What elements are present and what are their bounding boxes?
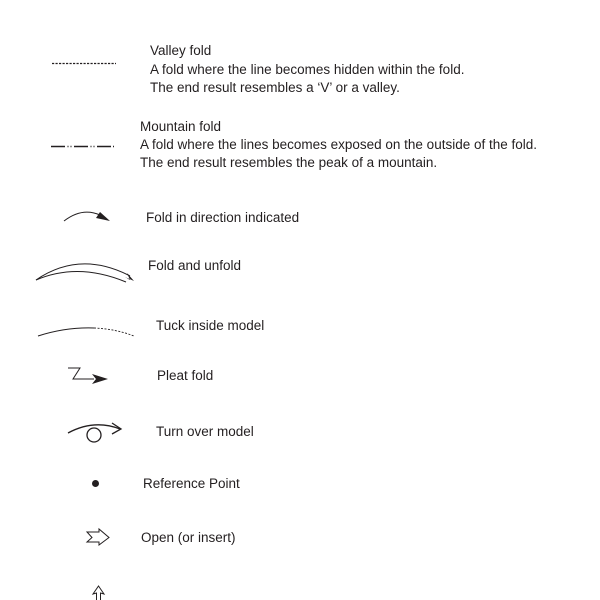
fold-unfold-label: Fold and unfold [148,258,242,273]
dash-dot-dot-line-icon [51,145,115,149]
valley-fold-description-2: The end result resembles a ‘V’ or a valley. [150,80,400,95]
hollow-arrow-icon [86,530,112,546]
dot-icon [91,479,101,489]
double-curved-arrow-icon [34,258,140,286]
pleat-z-arrow-icon [64,366,112,386]
tuck-label: Tuck inside model [156,318,265,333]
turn-over-icon [66,421,126,445]
dashed-line-icon [52,62,116,66]
mountain-fold-title: Mountain fold [140,119,222,134]
fold-direction-label: Fold in direction indicated [146,210,300,225]
turn-over-label: Turn over model [156,424,254,439]
pleat-label: Pleat fold [157,368,214,383]
tuck-arc-icon [36,320,138,340]
curved-arrow-icon [60,205,115,227]
open-label: Open (or insert) [141,530,236,545]
valley-fold-description-1: A fold where the line becomes hidden within the fold. [150,62,465,77]
valley-fold-title: Valley fold [150,43,212,58]
hollow-up-arrow-icon [92,585,106,600]
mountain-fold-description-1: A fold where the lines becomes exposed on the outside of the fold. [140,137,538,152]
mountain-fold-description-2: The end result resembles the peak of a mountain. [140,155,438,170]
reference-point-label: Reference Point [143,476,240,491]
